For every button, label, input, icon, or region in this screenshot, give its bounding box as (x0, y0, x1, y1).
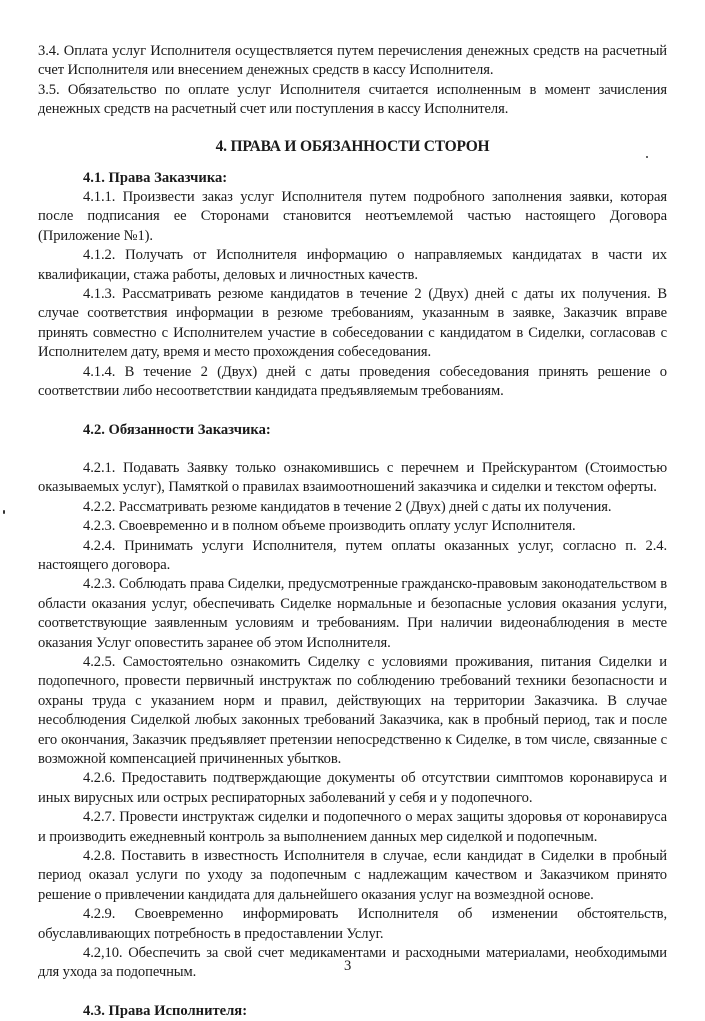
clause-4-2-4: 4.2.4. Принимать услуги Исполнителя, путем оплаты оказанных услуг, согласно п. 2.4. настоящего договора. (38, 537, 667, 573)
section-title: 4. ПРАВА И ОБЯЗАННОСТИ СТОРОН (215, 137, 490, 155)
paragraph-3-5: 3.5. Обязательство по оплате услуг Исполнителя считается исполненным в момент зачисления денежных средств на расчетный счет или поступления в кассу Исполнителя. (38, 81, 667, 118)
clause-4-1-4: 4.1.4. В течение 2 (Двух) дней с даты проведения собеседования принять решение о соответствии либо несоответствии кандидата предъявляемым требованиям. (38, 363, 667, 400)
clause-4-1-1: 4.1.1. Произвести заказ услуг Исполнителя путем подробного заполнения заявки, которая после подписания ее Сторонами становится неотъемлемой частью настоящего Договора (Приложение №1). (38, 189, 667, 244)
clause-4-2-2: 4.2.2. Рассматривать резюме кандидатов в течение 2 (Двух) дней с даты их получения. (83, 498, 612, 515)
clause-4-1-2: 4.1.2. Получать от Исполнителя информацию о направляемых кандидатах в части их квалификации, стажа работы, деловых и личностных качеств. (38, 247, 667, 283)
clause-4-1-3: 4.1.3. Рассматривать резюме кандидатов в течение 2 (Двух) дней с даты их получения. В случае соответствия информации в резюме требованиям, указанным в заявке, Заказчик вправе принять совместно с Исполнителем участие в собеседовании с кандидатом в Сиделки, согласовав с Исполнителем дату, время и место прохождения собеседования. (38, 286, 667, 361)
scan-speck (3, 510, 5, 514)
clause-4-2-9: 4.2.9. Своевременно информировать Исполнителя об изменении обстоятельств, обуславливающих потребность в предоставлении Услуг. (38, 906, 667, 942)
subsection-title-4-3: 4.3. Права Исполнителя: (83, 1002, 248, 1019)
page-number: 3 (344, 958, 352, 974)
document-page (38, 42, 667, 1021)
subsection-title-4-1: 4.1. Права Заказчика: (83, 169, 228, 186)
clause-4-2-8: 4.2.8. Поставить в известность Исполнителя в случае, если кандидат в Сиделки в пробный период оказал услуги по уходу за подопечным с надлежащим качеством и Заказчиком принято решение о привлечении кандидата для дальнейшего оказания услуг на возмездной основе. (38, 848, 667, 903)
paragraph-3-4: 3.4. Оплата услуг Исполнителя осуществляется путем перечисления денежных средств на расчетный счет Исполнителя или внесением денежных средств в кассу Исполнителя. (38, 43, 667, 79)
subsection-title-4-2: 4.2. Обязанности Заказчика: (83, 421, 271, 438)
clause-4-2-1: 4.2.1. Подавать Заявку только ознакомившись с перечнем и Прейскурантом (Стоимостью оказываемых услуг), Памяткой о правилах взаимоотношений заказчика и сиделки и текстом оферты. (38, 459, 667, 496)
clause-4-2-3: 4.2.3. Своевременно и в полном объеме производить оплату услуг Исполнителя. (83, 518, 576, 535)
clause-4-2-10: 4.2,10. Обеспечить за свой счет медикаментами и расходными материалами, необходимыми для ухода за подопечным. (38, 945, 667, 981)
clause-4-2-5: 4.2.5. Самостоятельно ознакомить Сиделку с условиями проживания, питания Сиделки и подопечного, провести первичный инструктаж по соблюдению требований техники безопасности и охраны труда с указанием норм и правил, действующих на территории Заказчика. В случае несоблюдения Сиделкой любых законных требований Заказчика, как в пробный период, так и после его окончания, Заказчик предъявляет претензии непосредственно к Сиделке, в том числе, связанные с возможной компенсацией причиненных убытков. (38, 653, 667, 767)
clause-4-2-3-rights: 4.2.3. Соблюдать права Сиделки, предусмотренные гражданско-правовым законодательством в области оказания услуг, обеспечивать Сиделке нормальные и безопасные условия оказания услуги, соответствующие заявленным условиям и требованиям. При наличии видеонаблюдения в месте оказания Услуг оповестить заранее об этом Исполнителя. (38, 576, 667, 651)
clause-4-2-6: 4.2.6. Предоставить подтверждающие документы об отсутствии симптомов коронавируса и иных вирусных или острых респираторных заболеваний у себя и у подопечного. (38, 770, 667, 806)
clause-4-2-7: 4.2.7. Провести инструктаж сиделки и подопечного о мерах защиты здоровья от коронавируса и производить ежедневный контроль за выполнением данных мер сиделкой и подопечным. (38, 809, 667, 845)
